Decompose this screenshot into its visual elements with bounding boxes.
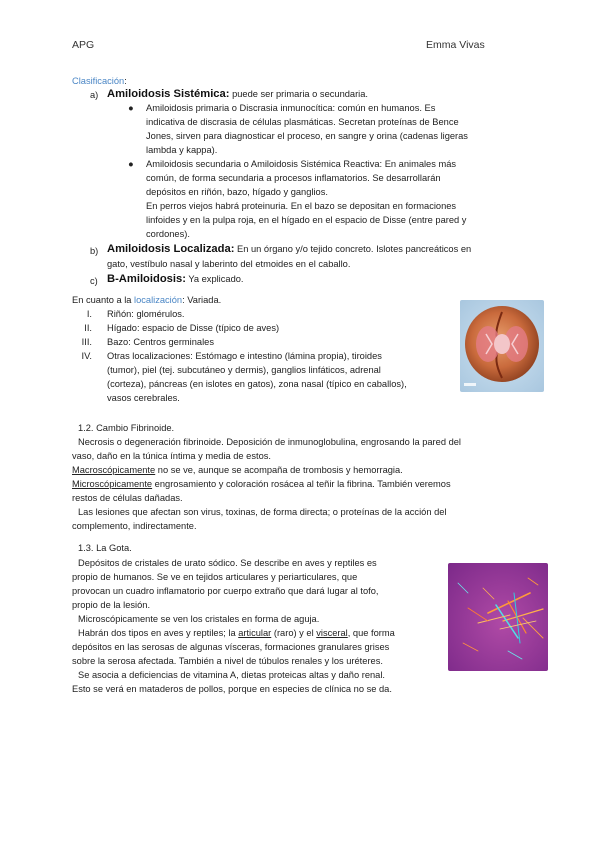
gota-p3-c: , que forma — [347, 628, 395, 638]
gota-p4-line: Se asocia a deficiencias de vitamina A, dietas proteicas altas y daño renal. — [78, 670, 385, 680]
bullet-1-dot: ● — [128, 103, 134, 113]
item-c-title: B-Amiloidosis: — [107, 273, 186, 285]
localizacion-prefix: En cuanto a la — [72, 295, 135, 305]
loc-item-4-line: vasos cerebrales. — [107, 393, 180, 403]
clasificacion-label: Clasificación — [72, 76, 125, 86]
item-a-marker: a) — [90, 90, 99, 100]
fibrinoide-title: 1.2. Cambio Fibrinoide. — [78, 423, 175, 433]
fibrinoide-p1 — [72, 435, 532, 463]
kidney-image — [460, 300, 544, 392]
gota-p1-line: propio de la lesión. — [72, 600, 151, 610]
gota-p3-line: sobre la serosa afectada. También a nivel de túbulos renales y los uréteres. — [72, 656, 383, 666]
item-b-title: Amiloidosis Localizada: — [107, 243, 235, 255]
crystals-illustration — [448, 563, 548, 671]
item-c-marker: c) — [90, 276, 98, 286]
fibrinoide-p3 — [72, 505, 532, 533]
bullet-1 — [146, 101, 526, 157]
fibrinoide-micro — [72, 477, 451, 491]
fibrinoide-p3-line: Las lesiones que afectan son virus, toxinas, de forma directa; o proteínas de la acción del — [78, 507, 447, 517]
gota-visceral: visceral — [316, 628, 348, 638]
fibrinoide-macro — [72, 463, 403, 477]
item-a — [107, 87, 368, 101]
bullet-1-line: lambda y kappa). — [146, 145, 218, 155]
item-b-line1: En un órgano y/o tejido concreto. Islotes pancreáticos en — [237, 244, 472, 254]
loc-item-4 — [107, 349, 457, 405]
bullet-2-line: común, de forma secundaria a procesos inflamatorios. Se desarrollarán — [146, 173, 441, 183]
bullet-1-line: Amiloidosis primaria o Discrasia inmunocítica: común en humanos. Es — [146, 103, 436, 113]
item-a-text: puede ser primaria o secundaria. — [232, 89, 368, 99]
item-b — [107, 242, 471, 256]
loc-item-1-marker: I. — [86, 309, 92, 319]
item-c — [107, 272, 244, 286]
gota-p3-line: depósitos en las serosas de algunas vísceras, formaciones granulares grises — [72, 642, 390, 652]
loc-item-2: Hígado: espacio de Disse (típico de aves) — [107, 323, 280, 333]
bullet-2-line: Amiloidosis secundaria o Amiloidosis Sistémica Reactiva: En animales más — [146, 159, 457, 169]
urate-crystals-image — [448, 563, 548, 671]
clasificacion-heading — [72, 74, 127, 88]
fibrinoide-p3-line: complemento, indirectamente. — [72, 521, 197, 531]
micro-term: Microscópicamente — [72, 479, 153, 489]
loc-item-4-line: Otras localizaciones: Estómago e intestino (lámina propia), tiroides — [107, 351, 382, 361]
bullet-2-line: depósitos en riñón, bazo, hígado y ganglios. — [146, 187, 328, 197]
bullet-2-line: linfoides y en la pulpa roja, en el hígado en el espacio de Disse (entre pared y — [146, 215, 467, 225]
loc-item-1: Riñón: glomérulos. — [107, 309, 185, 319]
clasificacion-colon: : — [124, 76, 127, 86]
item-b-line2: gato, vestíbulo nasal y laberinto del etmoides en el caballo. — [107, 259, 351, 269]
localizacion-intro — [72, 293, 221, 307]
gota-p1 — [72, 556, 442, 612]
item-a-title: Amiloidosis Sistémica: — [107, 88, 230, 100]
gota-p3-a: Habrán dos tipos en aves y reptiles; la — [78, 628, 239, 638]
loc-item-2-marker: II. — [84, 323, 92, 333]
micro-text: engrosamiento y coloración rosácea al teñir la fibrina. También veremos — [152, 479, 451, 489]
loc-item-4-line: (corteza), páncreas (en islotes en gatos), zona nasal (típico en caballos), — [107, 379, 407, 389]
bullet-2-line: En perros viejos habrá proteinuria. En el bazo se depositan en formaciones — [146, 201, 457, 211]
bullet-1-line: indicativa de discrasia de células plasmáticas. Secretan proteínas de Bence — [146, 117, 459, 127]
header-right: Emma Vivas — [426, 39, 485, 51]
gota-p2: Microscópicamente se ven los cristales en forma de aguja. — [78, 614, 320, 624]
bullet-2-line: cordones). — [146, 229, 190, 239]
macro-text: no se ve, aunque se acompaña de trombosis y hemorragia. — [155, 465, 403, 475]
header-left: APG — [72, 39, 95, 51]
gota-p3-first — [78, 626, 395, 640]
localizacion-link: localización — [134, 295, 183, 305]
gota-p3 — [72, 640, 442, 668]
macro-term: Macroscópicamente — [72, 465, 156, 475]
loc-item-3: Bazo: Centros germinales — [107, 337, 214, 347]
item-b-marker: b) — [90, 246, 99, 256]
gota-p1-line: Depósitos de cristales de urato sódico. Se describe en aves y reptiles es — [78, 558, 377, 568]
gota-p4-line: Esto se verá en mataderos de pollos, porque en especies de clínica no se da. — [72, 684, 392, 694]
loc-item-3-marker: III. — [81, 337, 92, 347]
bullet-1-line: Jones, sirven para diagnosticar el proceso, en sangre y orina (cadenas ligeras — [146, 131, 468, 141]
gota-p1-line: provocan un cuadro inflamatorio por cuerpo extraño que dará lugar al tofo, — [72, 586, 379, 596]
gota-p4 — [72, 668, 472, 696]
fibrinoide-p1-line: Necrosis o degeneración fibrinoide. Deposición de inmunoglobulina, engrosando la pared del — [78, 437, 461, 447]
bullet-2-dot: ● — [128, 159, 134, 169]
gota-articular: articular — [238, 628, 272, 638]
gota-p3-b: (raro) y el — [271, 628, 317, 638]
fibrinoide-p1-line: vaso, daño en la túnica íntima y media de estos. — [72, 451, 271, 461]
kidney-illustration — [460, 300, 544, 392]
gota-title: 1.3. La Gota. — [78, 543, 132, 553]
loc-item-4-line: (tumor), piel (tej. subcutáneo y dermis), ganglios linfáticos, adrenal — [107, 365, 381, 375]
gota-p1-line: propio de humanos. Se ve en tejidos articulares y periarticulares, que — [72, 572, 358, 582]
item-c-text: Ya explicado. — [188, 274, 244, 284]
fibrinoide-micro-line2: restos de células dañadas. — [72, 493, 183, 503]
loc-item-4-marker: IV. — [81, 351, 92, 361]
bullet-2 — [146, 157, 526, 241]
localizacion-suffix: : Variada. — [182, 295, 222, 305]
